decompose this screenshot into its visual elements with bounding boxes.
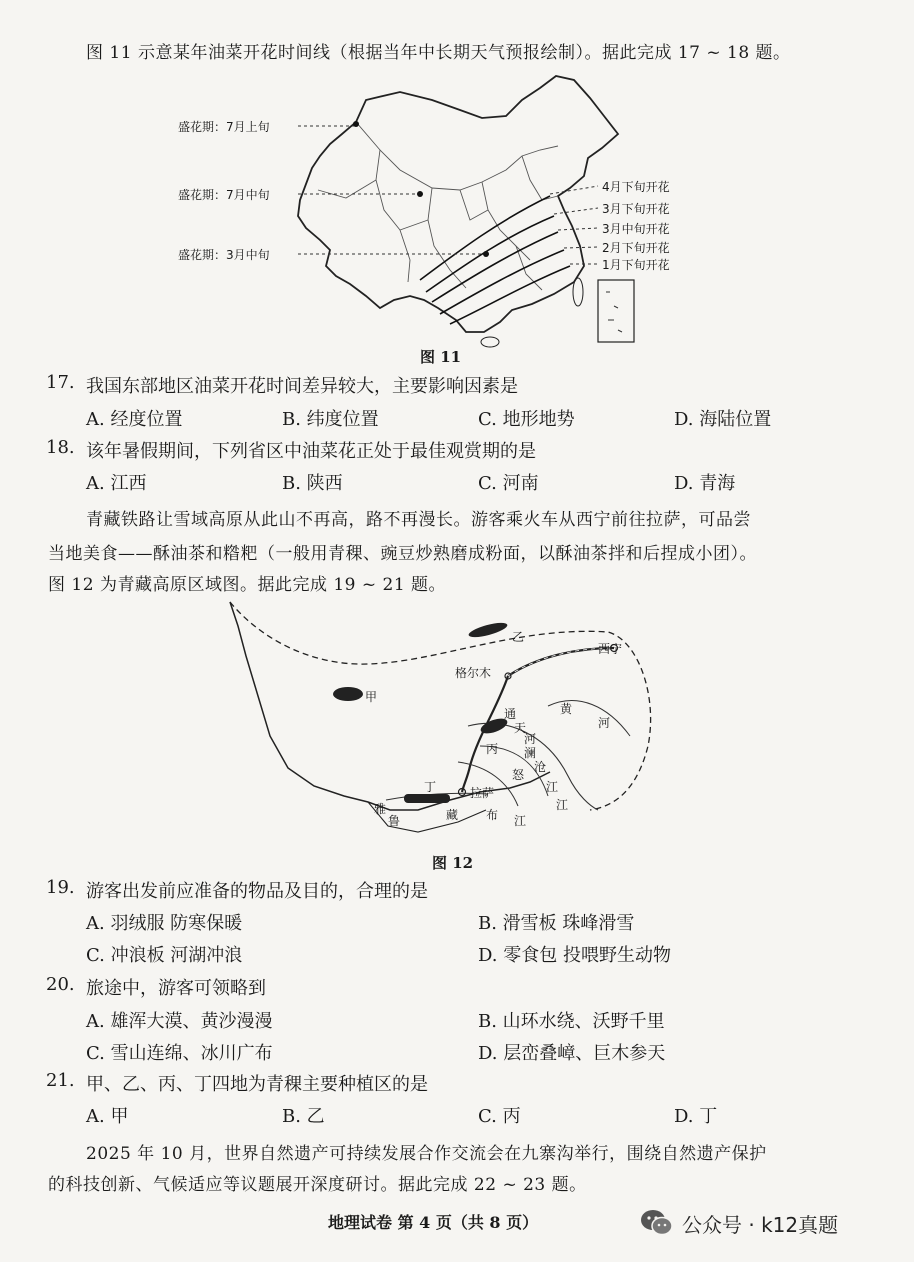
river-yarlung-1: 雅 <box>374 802 387 816</box>
question-19-number: 19. <box>46 877 75 898</box>
q21-option-b[interactable]: B. 乙 <box>282 1106 325 1127</box>
river-tongtian-2: 天 <box>514 721 527 735</box>
river-yarlung-3: 藏 <box>446 808 459 822</box>
intro-fig12-line2: 当地美食——酥油茶和糌粑（一般用青稞、豌豆炒熟磨成粉面，以酥油茶拌和后捏成小团）。 <box>48 544 757 564</box>
place-jia: 甲 <box>365 690 378 704</box>
q21-option-c[interactable]: C. 丙 <box>478 1106 521 1127</box>
flower-label-1: 4月下旬开花 <box>602 180 670 194</box>
q20-option-c[interactable]: C. 雪山连绵、冰川广布 <box>86 1043 273 1064</box>
question-21-stem: 甲、乙、丙、丁四地为青稞主要种植区的是 <box>86 1074 428 1095</box>
intro-q22-line1: 2025 年 10 月，世界自然遗产可持续发展合作交流会在九寨沟举行，围绕自然遗产保护 <box>86 1144 767 1164</box>
q18-option-d[interactable]: D. 青海 <box>674 473 736 494</box>
q18-option-c[interactable]: C. 河南 <box>478 473 539 494</box>
place-yi: 乙 <box>512 630 525 644</box>
question-21-number: 21. <box>46 1070 75 1091</box>
q19-option-d[interactable]: D. 零食包 投喂野生动物 <box>478 945 671 966</box>
wechat-watermark <box>640 1206 838 1240</box>
river-yarlung-4: 布 <box>486 808 499 822</box>
intro-fig11: 图 11 示意某年油菜开花时间线（根据当年中长期天气预报绘制）。据此完成 17 ~ 18 题。 <box>86 43 791 63</box>
q19-option-a[interactable]: A. 羽绒服 防寒保暖 <box>86 913 243 934</box>
river-yarlung-5: 江 <box>514 814 527 828</box>
bloom-label-1: 盛花期：7月上旬 <box>178 120 270 134</box>
q19-option-b[interactable]: B. 滑雪板 珠峰滑雪 <box>478 913 635 934</box>
bloom-label-3: 盛花期：3月中旬 <box>178 248 270 262</box>
q20-option-b[interactable]: B. 山环水绕、沃野千里 <box>478 1011 665 1032</box>
flower-label-2: 3月下旬开花 <box>602 202 670 216</box>
flower-label-4: 2月下旬开花 <box>602 241 670 255</box>
intro-fig12-line3: 图 12 为青藏高原区域图。据此完成 19 ~ 21 题。 <box>48 575 447 595</box>
place-xining: 西宁 <box>598 642 623 656</box>
place-ding: 丁 <box>424 780 437 794</box>
river-tongtian-3: 河 <box>524 732 537 746</box>
river-tongtian-1: 通 <box>504 707 517 721</box>
flower-label-5: 1月下旬开花 <box>602 258 670 272</box>
river-huang-1: 黄 <box>560 702 573 716</box>
figure-12-map <box>218 596 658 846</box>
q21-option-a[interactable]: A. 甲 <box>86 1106 129 1127</box>
river-nu-2: 江 <box>546 780 559 794</box>
flower-label-3: 3月中旬开花 <box>602 222 670 236</box>
river-nu-1: 怒 <box>512 768 525 782</box>
q21-option-d[interactable]: D. 丁 <box>674 1106 718 1127</box>
river-jiang: 江 <box>556 798 569 812</box>
place-golmud: 格尔木 <box>455 666 492 680</box>
question-17-stem: 我国东部地区油菜开花时间差异较大，主要影响因素是 <box>86 376 518 397</box>
question-18-stem: 该年暑假期间，下列省区中油菜花正处于最佳观赏期的是 <box>86 441 536 462</box>
q17-option-b[interactable]: B. 纬度位置 <box>282 409 379 430</box>
q17-option-a[interactable]: A. 经度位置 <box>86 409 183 430</box>
place-bing: 丙 <box>486 742 499 756</box>
q17-option-c[interactable]: C. 地形地势 <box>478 409 575 430</box>
river-yarlung-2: 鲁 <box>388 814 401 828</box>
question-19-stem: 游客出发前应准备的物品及目的，合理的是 <box>86 881 428 902</box>
question-18-number: 18. <box>46 437 75 458</box>
figure-11-caption: 图 11 <box>420 348 462 366</box>
q17-option-d[interactable]: D. 海陆位置 <box>674 409 772 430</box>
q18-option-a[interactable]: A. 江西 <box>86 473 147 494</box>
page-footer: 地理试卷 第 4 页（共 8 页） <box>328 1213 539 1232</box>
bloom-label-2: 盛花期：7月中旬 <box>178 188 270 202</box>
q20-option-d[interactable]: D. 层峦叠嶂、巨木参天 <box>478 1043 666 1064</box>
place-lhasa: 拉萨 <box>470 786 495 800</box>
question-17-number: 17. <box>46 372 75 393</box>
q18-option-b[interactable]: B. 陕西 <box>282 473 343 494</box>
figure-12-caption: 图 12 <box>432 854 474 872</box>
wechat-icon <box>640 1208 674 1238</box>
watermark-text: 公众号 · k12真题 <box>682 1212 839 1237</box>
q20-option-a[interactable]: A. 雄浑大漠、黄沙漫漫 <box>86 1011 273 1032</box>
question-20-stem: 旅途中，游客可领略到 <box>86 978 266 999</box>
q19-option-c[interactable]: C. 冲浪板 河湖冲浪 <box>86 945 243 966</box>
river-huang-2: 河 <box>598 716 611 730</box>
intro-q22-line2: 的科技创新、气候适应等议题展开深度研讨。据此完成 22 ~ 23 题。 <box>48 1175 587 1195</box>
intro-fig12-line1: 青藏铁路让雪域高原从此山不再高，路不再漫长。游客乘火车从西宁前往拉萨，可品尝 <box>86 510 751 530</box>
river-lancang-2: 沧 <box>534 760 547 774</box>
river-lancang-1: 澜 <box>524 746 537 760</box>
question-20-number: 20. <box>46 974 75 995</box>
